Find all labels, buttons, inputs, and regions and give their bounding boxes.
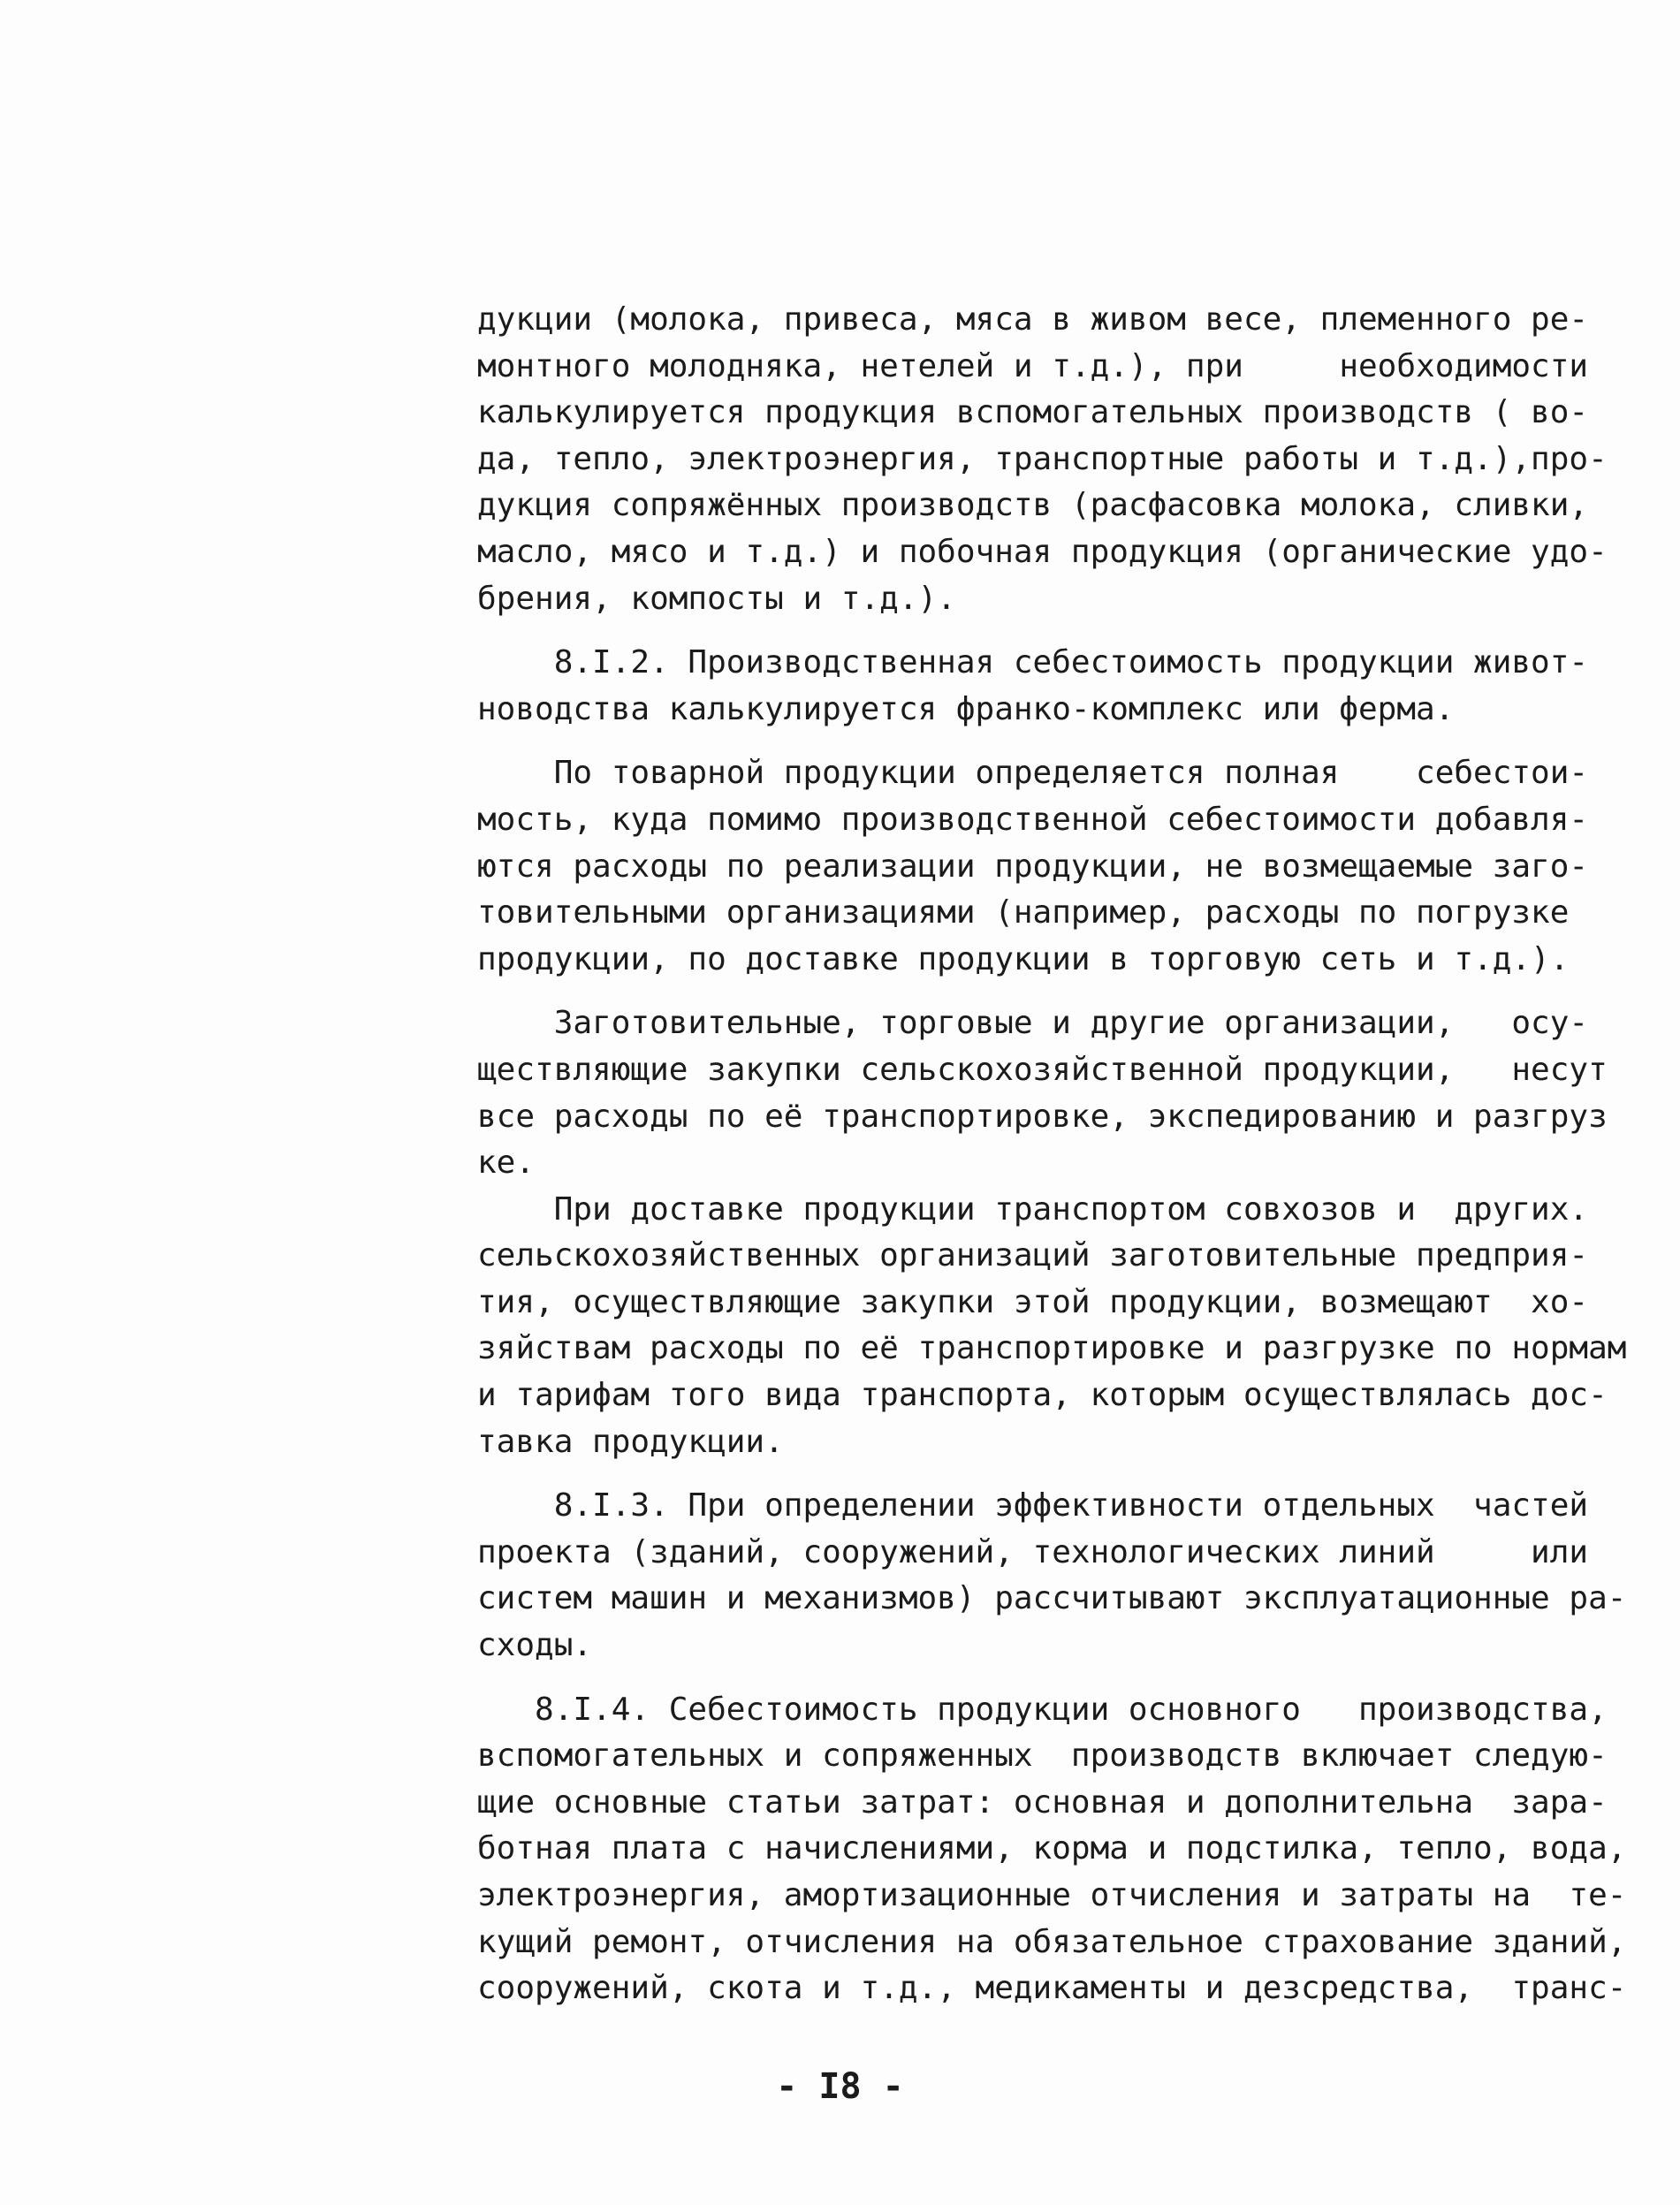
text-line: новодства калькулируется франко-комплекс или ферма. (477, 690, 1455, 727)
text-line: сходы. (477, 1627, 593, 1664)
paragraph-gap (477, 983, 1610, 1000)
text-line: электроэнергия, амортизационные отчисления и затраты на те- (477, 1877, 1627, 1913)
text-line: 8.I.2. Производственная себестоимость продукции живот- (477, 644, 1589, 681)
text-line: тавка продукции. (477, 1423, 784, 1460)
text-line: брения, компосты и т.д.). (477, 580, 956, 617)
page-number: - I8 - (776, 2066, 904, 2107)
text-line: дукция сопряжённых производств (расфасовка молока, сливки, (477, 487, 1589, 524)
text-line: сельскохозяйственных организаций заготовительные предприя- (477, 1237, 1589, 1274)
paragraph-gap (477, 733, 1610, 750)
text-line: ке. (477, 1144, 536, 1182)
text-line: да, тепло, электроэнергия, транспортные работы и т.д.),про- (477, 440, 1608, 477)
text-line: масло, мясо и т.д.) и побочная продукция (органические удо- (477, 533, 1608, 570)
paragraph-gap (477, 622, 1610, 640)
paragraph-procurement (477, 1000, 1610, 1186)
paragraph-8-1-2 (477, 640, 1610, 733)
text-line: 8.I.4. Себестоимость продукции основного производства, (477, 1691, 1608, 1728)
text-line: монтного молодняка, нетелей и т.д.), при необходимости (477, 347, 1589, 384)
text-line: При доставке продукции транспортом совхозов и других. (477, 1190, 1589, 1228)
paragraph-gap (477, 1669, 1610, 1687)
paragraph-full-cost (477, 750, 1610, 983)
paragraph-1 (477, 297, 1610, 622)
text-line: 8.I.3. При определении эффективности отдельных частей (477, 1487, 1589, 1524)
text-line: зяйствам расходы по её транспортировке и разгрузке по нормам (477, 1330, 1627, 1367)
text-line: продукции, по доставке продукции в торговую сеть и т.д.). (477, 940, 1570, 977)
text-line: ществляющие закупки сельскохозяйственной продукции, несут (477, 1051, 1608, 1088)
text-line: проекта (зданий, сооружений, технологических линий или (477, 1533, 1589, 1570)
text-line: ются расходы по реализации продукции, не возмещаемые заго- (477, 848, 1589, 885)
paragraph-8-1-3 (477, 1483, 1627, 1669)
document-body (477, 297, 1627, 2012)
text-line: ботная плата с начислениями, корма и подстилка, тепло, вода, (477, 1830, 1627, 1867)
text-line: щие основные статьи затрат: основная и дополнительна зара- (477, 1783, 1608, 1821)
text-line: мость, куда помимо производственной себестоимости добавля- (477, 801, 1589, 838)
text-line: По товарной продукции определяется полная себестои- (477, 755, 1589, 792)
text-line: товительными организациями (например, расходы по погрузке (477, 894, 1570, 931)
text-line: кущий ремонт, отчисления на обязательное страхование зданий, (477, 1923, 1627, 1960)
text-line: калькулируется продукция вспомогательных производств ( во- (477, 394, 1589, 431)
text-line: Заготовительные, торговые и другие организации, осу- (477, 1005, 1589, 1042)
text-line: сооружений, скота и т.д., медикаменты и дезсредства, транс- (477, 1970, 1627, 2007)
text-line: все расходы по её транспортировке, экспедированию и разгруз (477, 1098, 1608, 1135)
text-line: дукции (молока, привеса, мяса в живом весе, племенного ре- (477, 301, 1589, 338)
text-line: вспомогательных и сопряженных производств включает следую- (477, 1737, 1608, 1775)
text-line: тия, осуществляющие закупки этой продукции, возмещают хо- (477, 1283, 1589, 1320)
text-line: систем машин и механизмов) рассчитывают эксплуатационные ра- (477, 1580, 1627, 1617)
paragraph-delivery (477, 1187, 1627, 1466)
text-line: и тарифам того вида транспорта, которым осуществлялась дос- (477, 1377, 1608, 1414)
paragraph-gap (477, 1465, 1610, 1483)
paragraph-8-1-4 (477, 1687, 1627, 2012)
